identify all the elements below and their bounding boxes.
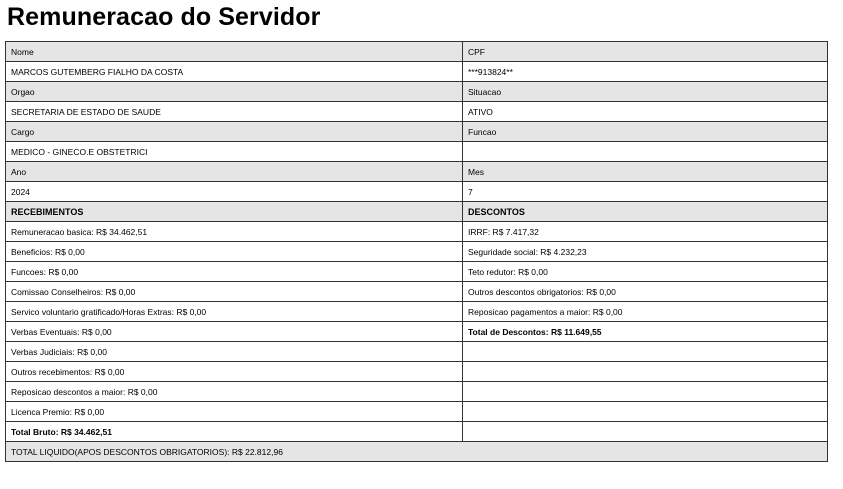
cargo-label: Cargo <box>6 122 463 142</box>
table-row <box>6 222 828 242</box>
situacao-label: Situacao <box>463 82 828 102</box>
recebimento-item: Licenca Premio: R$ 0,00 <box>6 402 463 422</box>
empty-cell <box>463 362 828 382</box>
table-row <box>6 402 828 422</box>
page-title: Remuneracao do Servidor <box>7 3 321 31</box>
recebimento-item: Outros recebimentos: R$ 0,00 <box>6 362 463 382</box>
desconto-item: Seguridade social: R$ 4.232,23 <box>463 242 828 262</box>
situacao-value: ATIVO <box>463 102 828 122</box>
desconto-item: Teto redutor: R$ 0,00 <box>463 262 828 282</box>
mes-label: Mes <box>463 162 828 182</box>
cargo-value: MEDICO - GINECO.E OBSTETRICI <box>6 142 463 162</box>
ano-value: 2024 <box>6 182 463 202</box>
info-label-row <box>6 162 828 182</box>
table-row <box>6 362 828 382</box>
empty-cell <box>463 382 828 402</box>
table-row <box>6 242 828 262</box>
info-value-row <box>6 102 828 122</box>
funcao-value <box>463 142 828 162</box>
empty-cell <box>463 402 828 422</box>
table-row <box>6 422 828 442</box>
empty-cell <box>463 422 828 442</box>
total-bruto: Total Bruto: R$ 34.462,51 <box>6 422 463 442</box>
section-header-row <box>6 202 828 222</box>
recebimento-item: Funcoes: R$ 0,00 <box>6 262 463 282</box>
info-label-row <box>6 42 828 62</box>
funcao-label: Funcao <box>463 122 828 142</box>
total-descontos: Total de Descontos: R$ 11.649,55 <box>463 322 828 342</box>
table-row <box>6 262 828 282</box>
recebimento-item: Beneficios: R$ 0,00 <box>6 242 463 262</box>
nome-label: Nome <box>6 42 463 62</box>
table-row <box>6 282 828 302</box>
table-row <box>6 302 828 322</box>
nome-value: MARCOS GUTEMBERG FIALHO DA COSTA <box>6 62 463 82</box>
cpf-label: CPF <box>463 42 828 62</box>
desconto-item: IRRF: R$ 7.417,32 <box>463 222 828 242</box>
ano-label: Ano <box>6 162 463 182</box>
recebimento-item: Verbas Eventuais: R$ 0,00 <box>6 322 463 342</box>
info-value-row <box>6 182 828 202</box>
info-value-row <box>6 62 828 82</box>
empty-cell <box>463 342 828 362</box>
recebimento-item: Reposicao descontos a maior: R$ 0,00 <box>6 382 463 402</box>
orgao-value: SECRETARIA DE ESTADO DE SAUDE <box>6 102 463 122</box>
info-label-row <box>6 122 828 142</box>
recebimento-item: Remuneracao basica: R$ 34.462,51 <box>6 222 463 242</box>
mes-value: 7 <box>463 182 828 202</box>
desconto-item: Reposicao pagamentos a maior: R$ 0,00 <box>463 302 828 322</box>
orgao-label: Orgao <box>6 82 463 102</box>
recebimento-item: Servico voluntario gratificado/Horas Extras: R$ 0,00 <box>6 302 463 322</box>
table-row <box>6 382 828 402</box>
table-row <box>6 342 828 362</box>
descontos-header: DESCONTOS <box>463 202 828 222</box>
total-liquido-row <box>6 442 828 462</box>
desconto-item: Outros descontos obrigatorios: R$ 0,00 <box>463 282 828 302</box>
remuneration-table <box>5 41 828 462</box>
recebimento-item: Comissao Conselheiros: R$ 0,00 <box>6 282 463 302</box>
info-value-row <box>6 142 828 162</box>
recebimentos-header: RECEBIMENTOS <box>6 202 463 222</box>
total-liquido: TOTAL LIQUIDO(APOS DESCONTOS OBRIGATORIOS): R$ 22.812,96 <box>6 442 828 462</box>
table-row <box>6 322 828 342</box>
recebimento-item: Verbas Judiciais: R$ 0,00 <box>6 342 463 362</box>
cpf-value: ***913824** <box>463 62 828 82</box>
info-label-row <box>6 82 828 102</box>
